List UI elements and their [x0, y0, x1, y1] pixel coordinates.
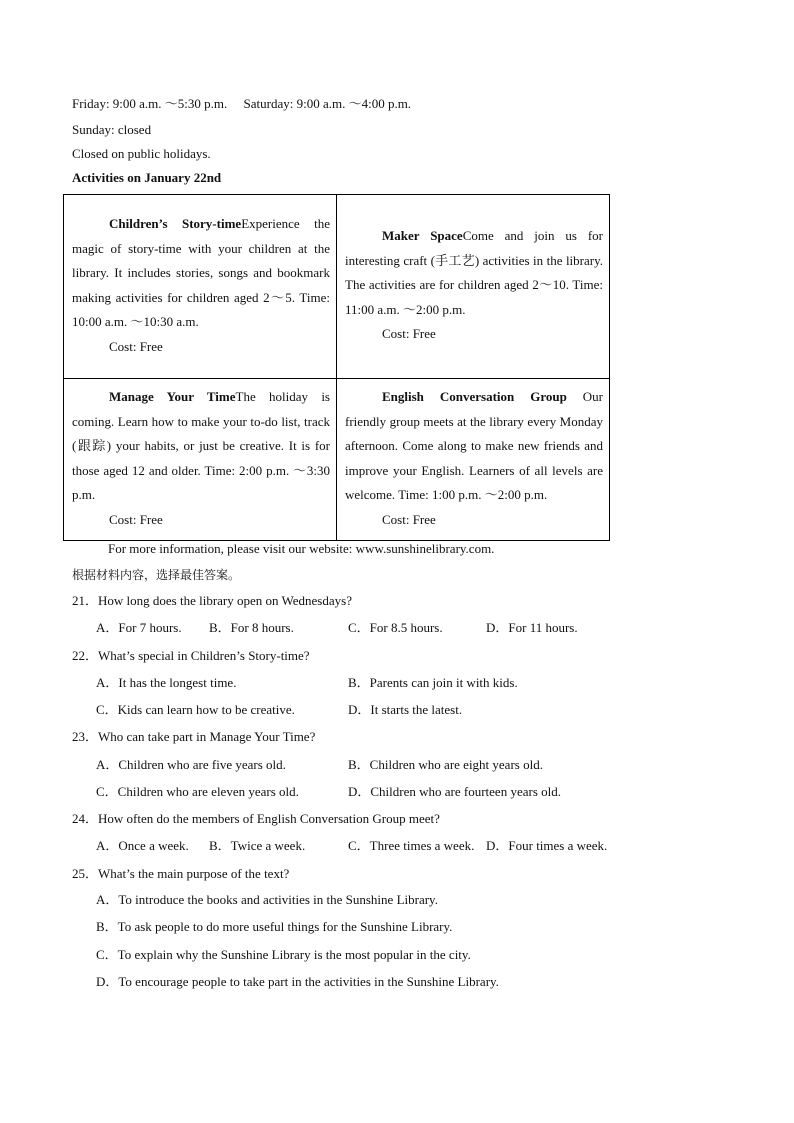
activity-body: Come and join us for interesting craft (手工艺) activities in the library. The activities are for children aged 2～10. Time: 11:00 a.m. ～2:00 p.m.: [345, 228, 604, 317]
activity-cost: Cost: Free: [382, 326, 436, 342]
question-stem: 21．How long does the library open on Wednesdays?: [72, 593, 352, 608]
activity-body: The holiday is coming. Learn how to make your to-do list, track (跟踪) your habits, or just be creative. It is for those aged 12 and older. Time: 2:00 p.m. ～3:30 p.m.: [72, 389, 330, 502]
instruction-text: 根据材料内容，选择最佳答案。: [72, 568, 241, 582]
activity-cost: Cost: Free: [109, 511, 163, 527]
option-b[interactable]: B．For 8 hours.: [209, 620, 294, 635]
activities-row: [64, 195, 610, 379]
option-b[interactable]: B．To ask people to do more useful things for the Sunshine Library.: [96, 919, 453, 934]
activities-table: [63, 194, 610, 541]
option-d[interactable]: D．To encourage people to take part in the activities in the Sunshine Library.: [96, 974, 499, 989]
hours-weekend-line: Friday: 9:00 a.m. ～5:30 p.m. Saturday: 9:00 a.m. ～4:00 p.m.: [72, 96, 412, 111]
option-c[interactable]: C．To explain why the Sunshine Library is the most popular in the city.: [96, 947, 471, 962]
hours-sunday-line: Sunday: closed: [72, 122, 152, 137]
option-a[interactable]: A．Once a week.: [96, 838, 189, 853]
question-stem: 25．What’s the main purpose of the text?: [72, 866, 290, 881]
option-c[interactable]: C．Kids can learn how to be creative.: [96, 702, 295, 717]
activity-cell-story-time: [64, 195, 337, 379]
activities-row: [64, 379, 610, 541]
option-d[interactable]: D．For 11 hours.: [486, 620, 578, 635]
activity-description: [345, 224, 603, 322]
activity-cost: Cost: Free: [382, 511, 436, 527]
option-a[interactable]: A．To introduce the books and activities in the Sunshine Library.: [96, 892, 438, 907]
option-c[interactable]: C．Three times a week.: [348, 838, 475, 853]
activity-cost: Cost: Free: [109, 338, 163, 354]
option-d[interactable]: D．Children who are fourteen years old.: [348, 784, 561, 799]
option-a[interactable]: A．Children who are five years old.: [96, 757, 286, 772]
question-stem: 23．Who can take part in Manage Your Time?: [72, 729, 316, 744]
option-b[interactable]: B．Children who are eight years old.: [348, 757, 543, 772]
activity-description: [72, 385, 330, 508]
option-a[interactable]: A．For 7 hours.: [96, 620, 182, 635]
hours-holidays-line: Closed on public holidays.: [72, 146, 211, 161]
activity-body: Experience the magic of story-time with your children at the library. It includes stories, songs and bookmark making activities for children aged 2～5. Time: 10:00 a.m. ～10:30 a.m.: [72, 216, 330, 329]
activity-title: Manage Your Time: [109, 389, 236, 404]
activity-title: Maker Space: [382, 228, 463, 244]
question-stem: 24．How often do the members of English Conversation Group meet?: [72, 811, 440, 826]
activity-cell-english-group: [337, 379, 610, 541]
activity-cell-maker-space: [337, 195, 610, 379]
option-a[interactable]: A．It has the longest time.: [96, 675, 237, 690]
option-c[interactable]: C．For 8.5 hours.: [348, 620, 443, 635]
activity-title: Children’s Story-time: [109, 216, 242, 231]
option-d[interactable]: D．It starts the latest.: [348, 702, 463, 717]
option-b[interactable]: B．Parents can join it with kids.: [348, 675, 518, 690]
more-info-text: For more information, please visit our website: www.sunshinelibrary.com.: [108, 541, 495, 556]
option-d[interactable]: D．Four times a week.: [486, 838, 608, 853]
activity-cell-manage-time: [64, 379, 337, 541]
activity-description: [72, 212, 330, 335]
option-b[interactable]: B．Twice a week.: [209, 838, 306, 853]
activities-heading: Activities on January 22nd: [72, 170, 222, 185]
option-c[interactable]: C．Children who are eleven years old.: [96, 784, 299, 799]
question-stem: 22．What’s special in Children’s Story-time?: [72, 648, 310, 663]
activity-title: English Conversation Group: [382, 389, 567, 404]
activity-body: Our friendly group meets at the library every Monday afternoon. Come along to make new friends and improve your English. Learners of all levels are welcome. Time: 1:00 p.m. ～2:00 p.m.: [345, 389, 603, 502]
activity-description: [345, 385, 603, 508]
